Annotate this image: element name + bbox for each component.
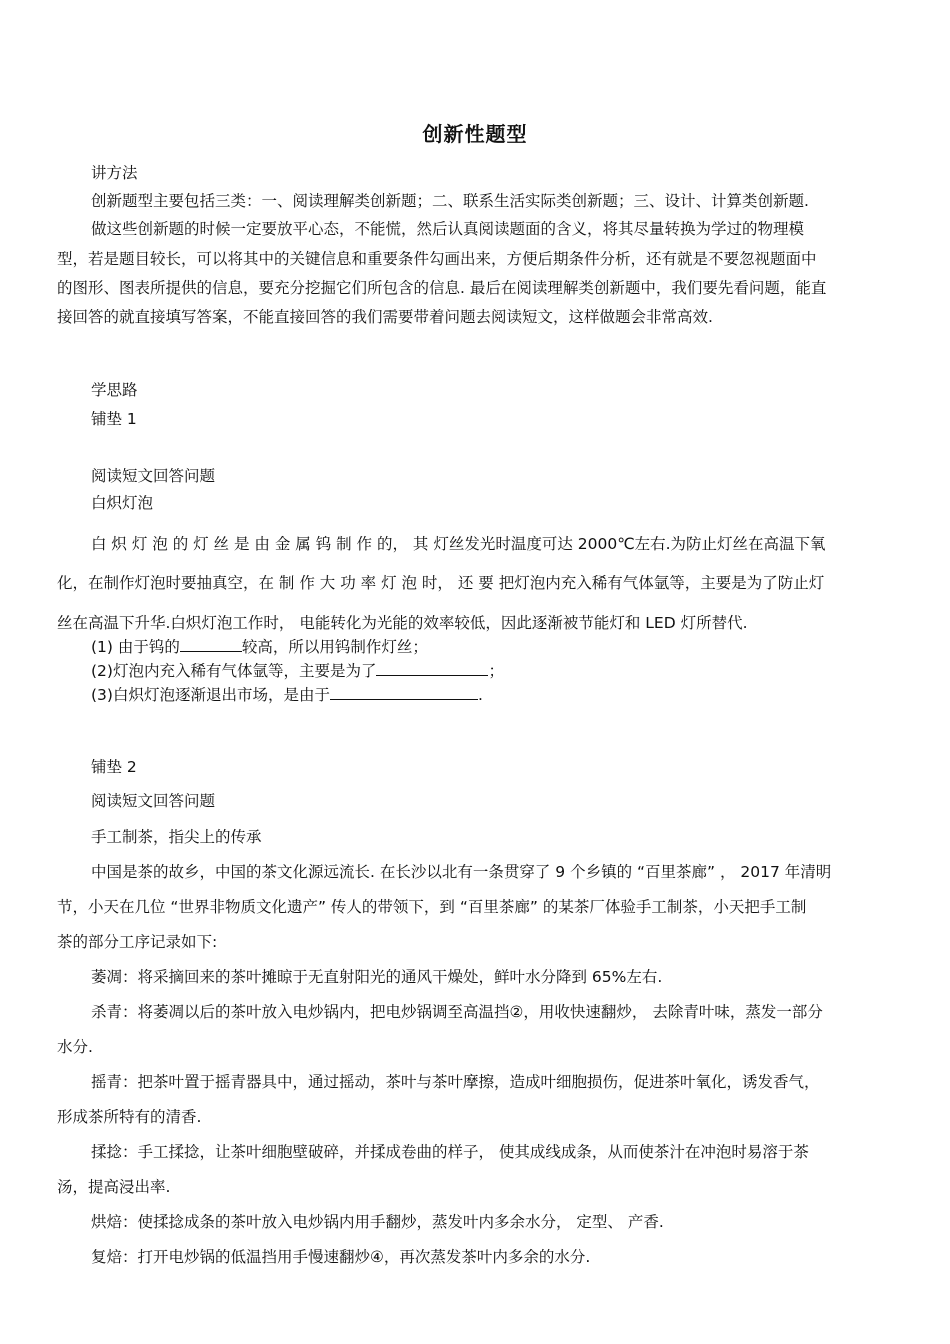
pad2-step-line: 形成茶所特有的清香. (57, 1108, 202, 1126)
pad2-step-line: 摇青：把茶叶置于摇青器具中，通过摇动，茶叶与茶叶摩擦，造成叶细胞损伤，促进茶叶氧化，诱发香气， (91, 1073, 820, 1091)
question-1-text-before: (1) 由于钨的 (91, 638, 180, 656)
answer-blank-1[interactable] (180, 637, 242, 652)
question-1-text-after: 较高，所以用钨制作灯丝； (241, 638, 428, 656)
method-paragraph-2-line: 接回答的就直接填写答案，不能直接回答的我们需要带着问题去阅读短文，这样做题会非常高效. (57, 308, 713, 326)
pad1-label: 铺垫 1 (91, 410, 137, 428)
page-title: 创新性题型 (422, 122, 528, 146)
pad1-instruction: 阅读短文回答问题 (91, 467, 216, 485)
method-paragraph-2-line: 的图形、图表所提供的信息，要充分挖掘它们所包含的信息. 最后在阅读理解类创新题中，我们要先看问题，能直 (57, 279, 827, 297)
pad1-question-3 (91, 684, 483, 706)
thinking-heading: 学思路 (91, 381, 138, 399)
pad2-step-line: 杀青：将萎凋以后的茶叶放入电炒锅内，把电炒锅调至高温挡②，用收快速翻炒， 去除青叶味，蒸发一部分 (91, 1003, 823, 1021)
pad2-article-title: 手工制茶，指尖上的传承 (91, 828, 262, 846)
pad2-intro-line: 节，小天在几位 “世界非物质文化遗产” 传人的带领下，到 “百里茶廊” 的某茶厂体验手工制茶，小天把手工制 (57, 898, 807, 916)
pad2-step-line: 复焙：打开电炒锅的低温挡用手慢速翻炒④，再次蒸发茶叶内多余的水分. (91, 1248, 591, 1266)
method-paragraph-2-line: 做这些创新题的时候一定要放平心态，不能慌，然后认真阅读题面的含义，将其尽量转换为学过的物理模 (91, 220, 805, 238)
pad1-article-line: 白 炽 灯 泡 的 灯 丝 是 由 金 属 钨 制 作 的， 其 灯丝发光时温度可达 2000℃左右.为防止灯丝在高温下氧 (91, 535, 826, 553)
pad2-intro-line: 中国是茶的故乡，中国的茶文化源远流长. 在长沙以北有一条贯穿了 9 个乡镇的 “百里茶廊” ， 2017 年清明 (91, 863, 832, 881)
method-paragraph-2-line: 型，若是题目较长，可以将其中的关键信息和重要条件勾画出来，方便后期条件分析，还有就是不要忽视题面中 (57, 250, 817, 268)
pad1-article-line: 丝在高温下升华.白炽灯泡工作时， 电能转化为光能的效率较低，因此逐渐被节能灯和 LED 灯所替代. (57, 614, 748, 632)
pad2-step-line: 水分. (57, 1038, 93, 1056)
question-2-text-after: ； (488, 662, 504, 680)
pad2-step-line: 萎凋：将采摘回来的茶叶摊晾于无直射阳光的通风干燥处，鲜叶水分降到 65%左右. (91, 968, 663, 986)
pad2-instruction: 阅读短文回答问题 (91, 792, 216, 810)
pad2-step-line: 汤，提高浸出率. (57, 1178, 171, 1196)
answer-blank-3[interactable] (330, 685, 478, 700)
question-3-text-after: . (477, 686, 483, 704)
answer-blank-2[interactable] (376, 661, 488, 676)
pad2-step-line: 揉捻：手工揉捻，让茶叶细胞壁破碎，并揉成卷曲的样子， 使其成线成条，从而使茶汁在冲泡时易溶于茶 (91, 1143, 809, 1161)
question-3-text-before: (3)白炽灯泡逐渐退出市场，是由于 (91, 686, 330, 704)
method-heading: 讲方法 (91, 164, 138, 182)
method-paragraph-1: 创新题型主要包括三类：一、阅读理解类创新题；二、联系生活实际类创新题；三、设计、计算类创新题. (91, 192, 809, 210)
pad2-intro-line: 茶的部分工序记录如下: (57, 933, 218, 951)
pad1-article-title: 白炽灯泡 (91, 494, 154, 512)
pad1-question-1 (91, 636, 428, 658)
question-2-text-before: (2)灯泡内充入稀有气体氩等，主要是为了 (91, 662, 377, 680)
pad2-label: 铺垫 2 (91, 758, 137, 776)
pad2-step-line: 烘焙：使揉捻成条的茶叶放入电炒锅内用手翻炒，蒸发叶内多余水分， 定型、 产香. (91, 1213, 664, 1231)
pad1-question-2 (91, 660, 504, 682)
pad1-article-line: 化，在制作灯泡时要抽真空，在 制 作 大 功 率 灯 泡 时， 还 要 把灯泡内充入稀有气体氩等，主要是为了防止灯 (57, 574, 825, 592)
